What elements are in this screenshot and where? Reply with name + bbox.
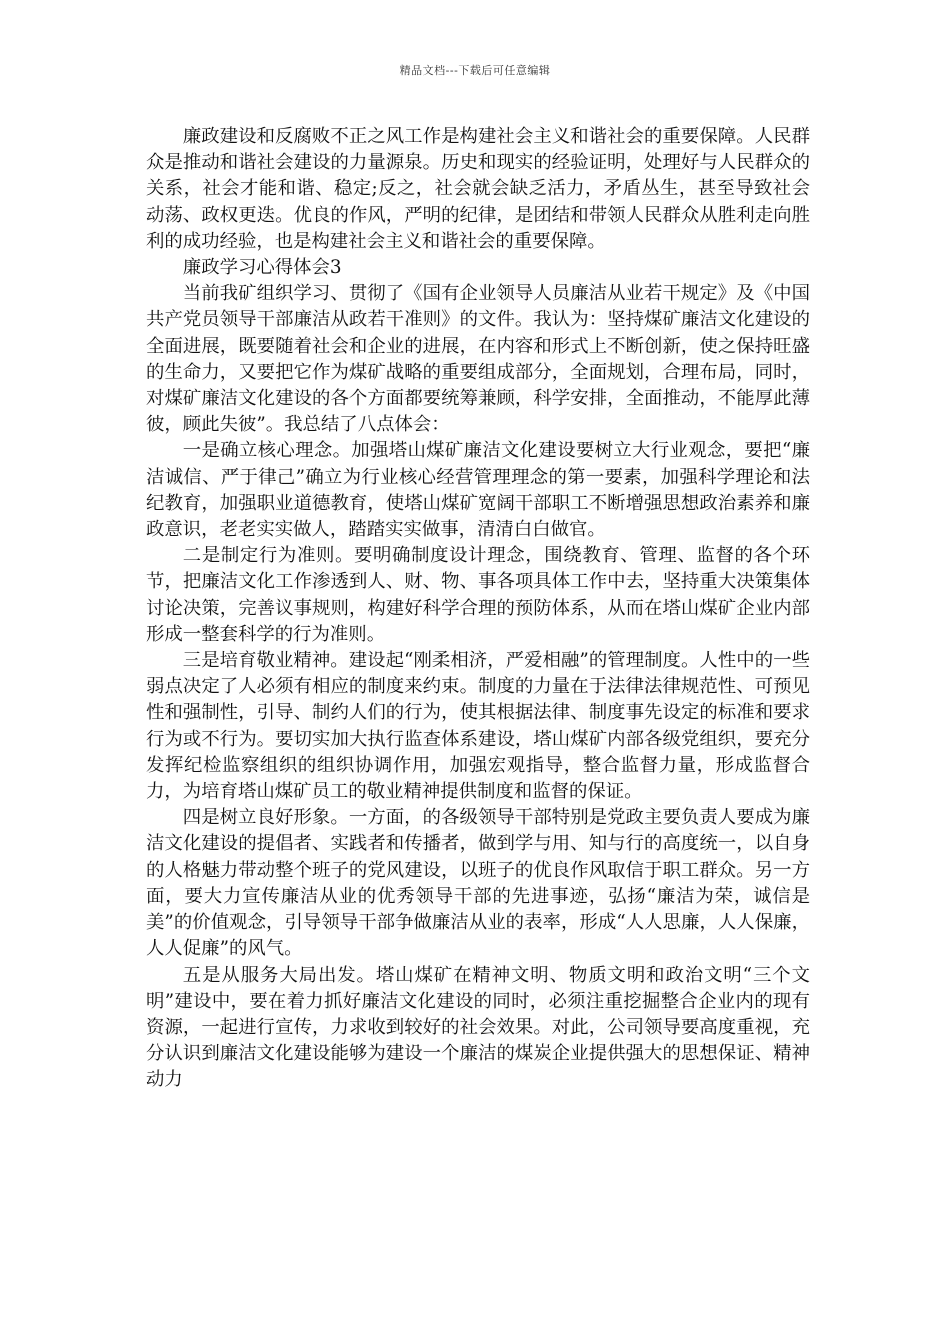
paragraph-point-five: 五是从服务大局出发。塔山煤矿在精神文明、物质文明和政治文明“三个文明”建设中，要在着力抓好廉洁文化建设的同时，必须注重挖掘整合企业内的现有资源，一起进行宣传，力求收到较好的社会效果。对此，公司领导要高度重视，充分认识到廉洁文化建设能够为建设一个廉洁的煤炭企业提供强大的思想保证、精神动力 (146, 964, 810, 1091)
paragraph-point-one: 一是确立核心理念。加强塔山煤矿廉洁文化建设要树立大行业观念，要把“廉洁诚信、严于律己”确立为行业核心经营管理理念的第一要素，加强科学理论和法纪教育，加强职业道德教育，使塔山煤矿宽阔干部职工不断增强思想政治素养和廉政意识，老老实实做人，踏踏实实做事，清清白白做官。 (146, 440, 810, 541)
page-header: 精品文档---下载后可任意编辑 (399, 64, 551, 77)
section-heading: 廉政学习心得体会3 (182, 257, 342, 279)
paragraph-point-two: 二是制定行为准则。要明确制度设计理念，围绕教育、管理、监督的各个环节，把廉洁文化工作渗透到人、财、物、事各项具体工作中去，坚持重大决策集体讨论决策，完善议事规则，构建好科学合理的预防体系，从而在塔山煤矿企业内部形成一整套科学的行为准则。 (146, 545, 810, 645)
paragraph-point-three: 三是培育敬业精神。建设起“刚柔相济，严爱相融”的管理制度。人性中的一些弱点决定了人必须有相应的制度来约束。制度的力量在于法律法律规范性、可预见性和强制性，引导、制约人们的行为，使其根据法律、制度事先设定的标准和要求行为或不行为。要切实加大执行监查体系建设，塔山煤矿内部各级党组织，要充分发挥纪检监察组织的组织协调作用，加强宏观指导，整合监督力量，形成监督合力，为培育塔山煤矿员工的敬业精神提供制度和监督的保证。 (146, 650, 810, 803)
paragraph-overview: 当前我矿组织学习、贯彻了《国有企业领导人员廉洁从业若干规定》及《中国共产党员领导干部廉洁从政若干准则》的文件。我认为：坚持煤矿廉洁文化建设的全面进展，既要随着社会和企业的进展，在内容和形式上不断创新，使之保持旺盛的生命力，又要把它作为煤矿战略的重要组成部分，全面规划，合理布局，同时，对煤矿廉洁文化建设的各个方面都要统筹兼顾，科学安排，全面推动，不能厚此薄彼，顾此失彼”。我总结了八点体会： (146, 283, 810, 436)
document-body (146, 124, 810, 1094)
paragraph-point-four: 四是树立良好形象。一方面，的各级领导干部特别是党政主要负责人要成为廉洁文化建设的提倡者、实践者和传播者，做到学与用、知与行的高度统一，以自身的人格魅力带动整个班子的党风建设，以班子的优良作风取信于职工群众。另一方面，要大力宣传廉洁从业的优秀领导干部的先进事迹，弘扬“廉洁为荣，诚信是美”的价值观念，引导领导干部争做廉洁从业的表率，形成“人人思廉，人人保廉，人人促廉”的风气。 (146, 807, 810, 960)
paragraph-intro: 廉政建设和反腐败不正之风工作是构建社会主义和谐社会的重要保障。人民群众是推动和谐社会建设的力量源泉。历史和现实的经验证明，处理好与人民群众的关系，社会才能和谐、稳定;反之，社会就会缺乏活力，矛盾丛生，甚至导致社会动荡、政权更迭。优良的作风，严明的纪律，是团结和带领人民群众从胜利走向胜利的成功经验，也是构建社会主义和谐社会的重要保障。 (146, 126, 810, 252)
